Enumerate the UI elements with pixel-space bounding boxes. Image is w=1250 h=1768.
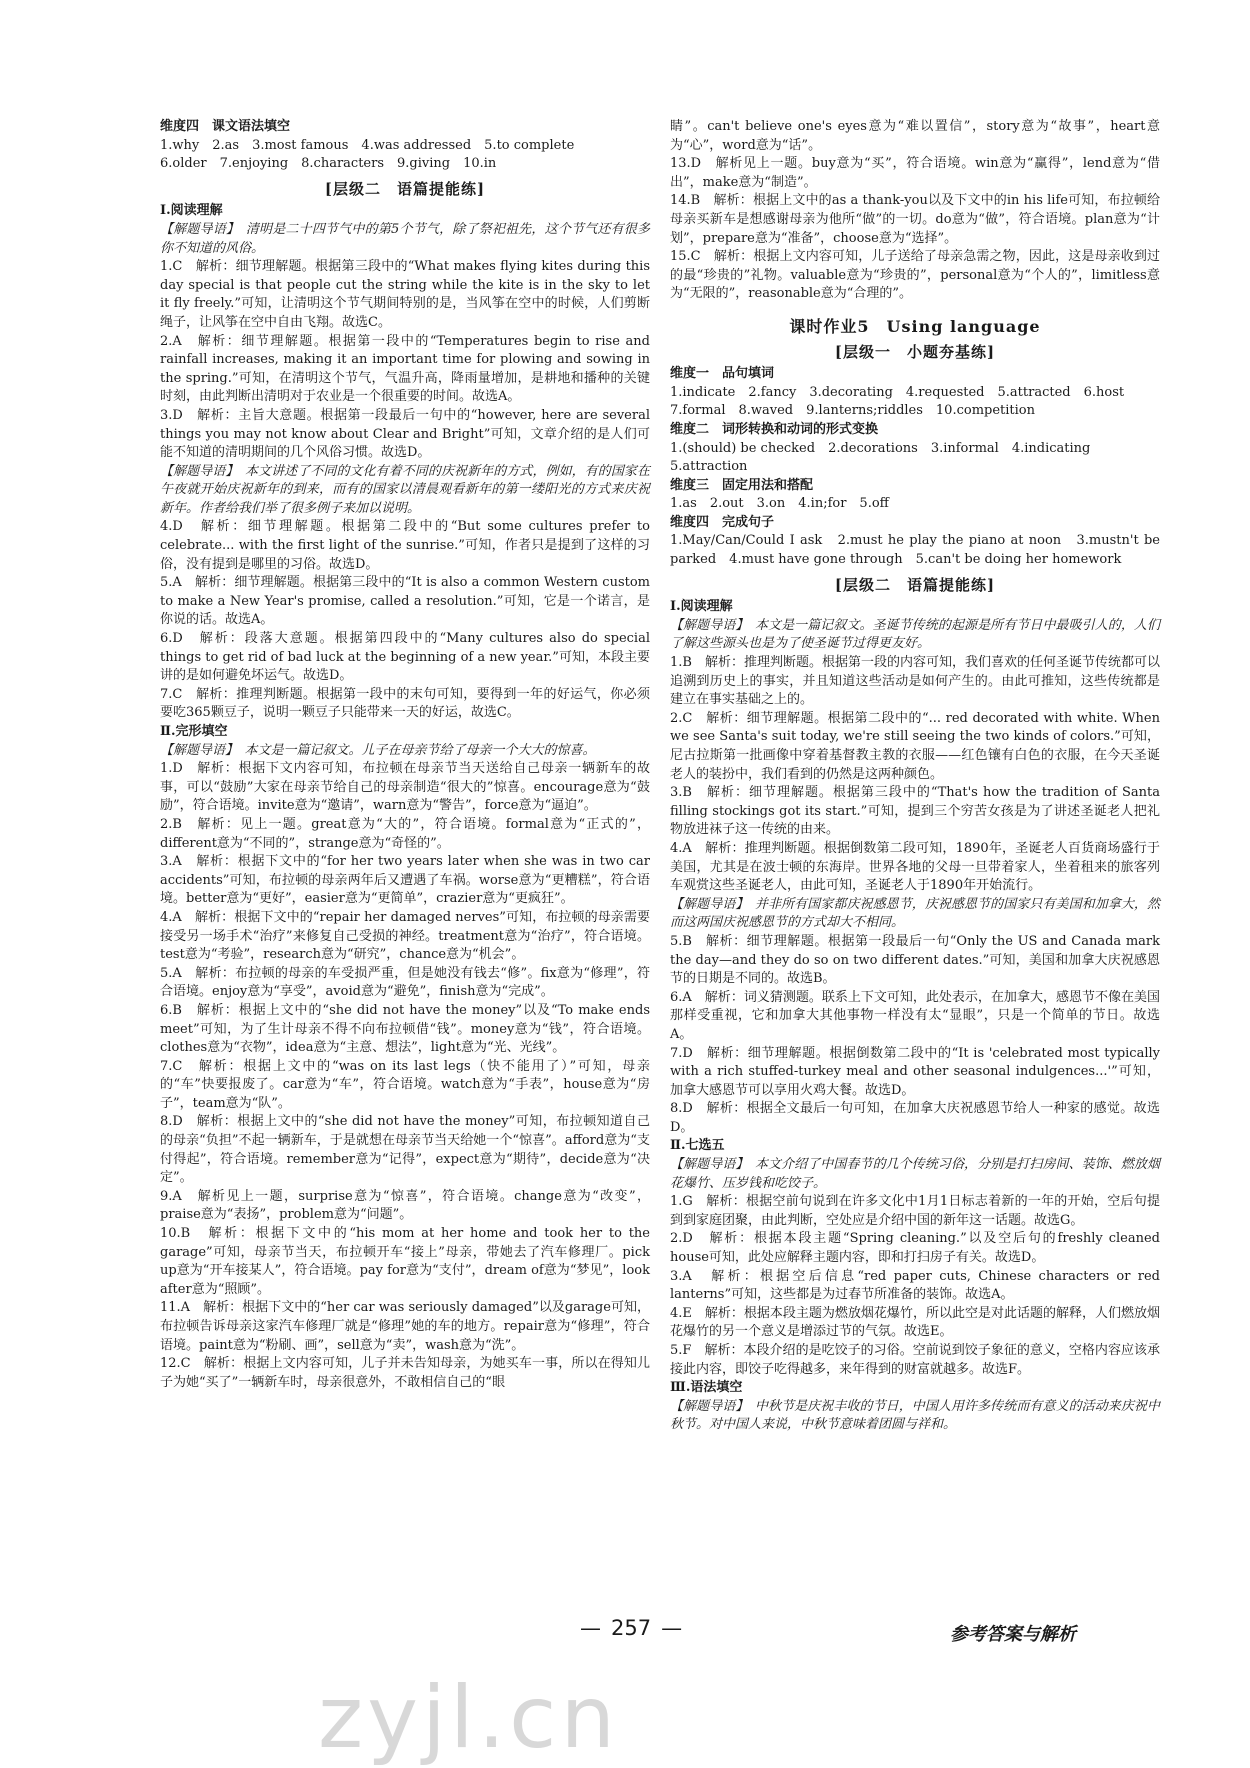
cloze-c3: 3.A 解析：根据下文中的“for her two years later when she was in two car accidents”可知，布拉顿的母亲两年后又遭遇了车祸。worse意为“更糟糕”，符合语境。better意为“更好”，easier意为“更简单”，crazier意为“更疯狂”。: [160, 854, 650, 907]
page-number: — 257 —: [580, 1616, 683, 1640]
page-number-value: 257: [611, 1616, 652, 1640]
cloze-c8: 8.D 解析：根据上文中的“she did not have the money”可知，布拉顿知道自己的母亲“负担”不起一辆新车，于是就想在母亲节当天给她一个“惊喜”。afford意为“支付得起”，符合语境。remember意为“记得”，expect意为“期待”，decide意为“决定”。: [160, 1114, 650, 1186]
r-answer-6: 6.A 解析：词义猜测题。联系上下文可知，此处表示，在加拿大，感恩节不像在美国那样受重视，它和加拿大其他事物一样没有太“显眼”，只是一个简单的节日。故选A。: [670, 989, 1160, 1042]
left-column: [160, 118, 650, 1392]
seven-s4: 4.E 解析：根据本段主题为燃放烟花爆竹，所以此空是对此话题的解释，人们燃放烟花爆竹的另一个意义是增添过节的气氛。故选E。: [670, 1305, 1160, 1340]
seven-guide: 【解题导语】 本文介绍了中国春节的几个传统习俗，分别是打扫房间、装饰、燃放烟花爆竹、压岁钱和吃饺子。: [670, 1157, 1160, 1191]
reading-guide-2: 【解题导语】 本文讲述了不同的文化有着不同的庆祝新年的方式，例如，有的国家在午夜就开始庆祝新年的到来，而有的国家以清晨观看新年的第一缕阳光的方式来庆祝新年。作者给我们举了很多例子来加以说明。: [160, 463, 650, 516]
level1-banner: [层级一 小题夯基练]: [834, 342, 996, 361]
cloze-c11: 11.A 解析：根据下文中的“her car was seriously damaged”以及garage可知，布拉顿告诉母亲这家汽车修理厂就是“修理”她的车的地方。repair意为“修理”，符合语境。paint意为“粉刷、画”，sell意为“卖”，wash意为“洗”。: [160, 1300, 650, 1353]
seven-s5: 5.F 解析：本段介绍的是吃饺子的习俗。空前说到饺子象征的意义，空格内容应该承接此内容，即饺子吃得越多，来年得到的财富就越多。故选F。: [670, 1343, 1160, 1377]
cloze-c12: 12.C 解析：根据上文内容可知，儿子并未告知母亲，为她买车一事，所以在得知儿子为她“买了”一辆新车时，母亲很意外，不敢相信自己的“眼: [160, 1356, 650, 1390]
cloze-c15: 15.C 解析：根据上文内容可知，儿子送给了母亲急需之物，因此，这是母亲收到过的最“珍贵的”礼物。valuable意为“珍贵的”，personal意为“个人的”，limitless意为“无限的”，reasonable意为“合理的”。: [670, 249, 1160, 302]
answer-q2: 2.A 解析：细节理解题。根据第一段中的“Temperatures begin to rise and rainfall increases, making it an important time for plowing and sowing in the spring.”可知，在清明这个节气，气温升高，降雨量增加，是耕地和播种的关键时刻，由此判断出清明对于农业是一个很重要的时间。故选A。: [160, 333, 650, 405]
r-answer-3: 3.B 解析：细节理解题。根据第三段中的“That's how the tradition of Santa filling stockings got its start.”可知，提到三个穷苦女孩是为了讲述圣诞老人把礼物放进袜子这一传统的由来。: [670, 785, 1160, 838]
seven-s2: 2.D 解析：根据本段主题“Spring cleaning.”以及空后句的freshly cleaned house可知，此处应解释主题内容，即和打扫房子有关。故选D。: [670, 1231, 1160, 1266]
r-dim4-title: 维度四 完成句子: [670, 514, 775, 530]
dim4-title: 维度四 课文语法填空: [160, 119, 291, 134]
reading-guide: 【解题导语】 清明是二十四节气中的第5个节气，除了祭祀祖先，这个节气还有很多你不知道的风俗。: [160, 221, 650, 256]
page-footer: [0, 1616, 1250, 1656]
watermark: zyjl.cn: [318, 1668, 619, 1768]
r-dim1-title: 维度一 品句填词: [670, 366, 775, 382]
seven-s1: 1.G 解析：根据空前句说到在许多文化中1月1日标志着新的一年的开始，空后句提到到家庭团聚，由此判断，空处应是介绍中国的新年这一话题。故选G。: [670, 1194, 1160, 1228]
answer-q3: 3.D 解析：主旨大意题。根据第一段最后一句中的“however, here are several things you may not know about Clear and Bright”可知，文章介绍的是人们可能不知道的清明期间的几个风俗习惯。故选D。: [160, 407, 650, 461]
cloze-c12-cont: 睛”。can't believe one's eyes意为“难以置信”，story意为“故事”，heart意为“心”，word意为“话”。: [670, 119, 1160, 153]
footer-label: 参考答案与解析: [950, 1624, 1076, 1645]
level2-banner: [层级二 语篇提能练]: [324, 179, 486, 198]
cloze-title: Ⅱ.完形填空: [160, 724, 228, 739]
r-dim1-answers-1: 1.indicate 2.fancy 3.decorating 4.requested 5.attracted 6.host: [670, 384, 1125, 400]
homework-title: 课时作业5 Using language: [789, 316, 1041, 336]
r-level2-banner: [层级二 语篇提能练]: [834, 575, 996, 594]
cloze-c9: 9.A 解析见上一题，surprise意为“惊喜”，符合语境。change意为“改变”，praise意为“表扬”，problem意为“问题”。: [160, 1188, 650, 1223]
r-answer-4: 4.A 解析：推理判断题。根据倒数第二段可知，1890年，圣诞老人百货商场盛行于美国，尤其是在波士顿的东海岸。世界各地的父母一旦带着家人，坐着租来的旅客列车观赏这些圣诞老人，由此可知，圣诞老人于1890年开始流行。: [670, 840, 1160, 894]
cloze-c7: 7.C 解析：根据上文中的“was on its last legs（快不能用了）”可知，母亲的“车”快要报废了。car意为“车”，符合语境。watch意为“手表”，house意为“房子”，team意为“队”。: [160, 1058, 650, 1111]
r-answer-2: 2.C 解析：细节理解题。根据第二段中的“... red decorated with white. When we see Santa's suit today, we're still seeing the two kinds of colors.”可知，尼古拉斯第一批画像中穿着基督教主教的衣服——红色镶有白色的衣服，在今天圣诞老人的装扮中，我们看到的仍然是这两种颜色。: [670, 710, 1160, 782]
r-answer-5: 5.B 解析：细节理解题。根据第一段最后一句“Only the US and Canada mark the day—and they do so on two different dates.”可知，美国和加拿大庆祝感恩节的日期是不同的。故选B。: [670, 933, 1160, 987]
r-answer-1: 1.B 解析：推理判断题。根据第一段的内容可知，我们喜欢的任何圣诞节传统都可以追溯到历史上的事实，并且知道这些活动是如何产生的。由此可推知，这些传统都是建立在事实基础之上的。: [670, 655, 1160, 708]
cloze-c5: 5.A 解析：布拉顿的母亲的车受损严重，但是她没有钱去“修”。fix意为“修理”，符合语境。enjoy意为“享受”，avoid意为“避免”，finish意为“完成”。: [160, 965, 650, 1000]
dim4-answers-1: 1.why 2.as 3.most famous 4.was addressed 5.to complete: [160, 137, 575, 153]
answer-q7: 7.C 解析：推理判断题。根据第一段中的末句可知，要得到一年的好运气，你必须要吃365颗豆子，说明一颗豆子只能带来一天的好运，故选C。: [160, 686, 650, 721]
cloze-guide: 【解题导语】 本文是一篇记叙文。儿子在母亲节给了母亲一个大大的惊喜。: [160, 742, 596, 758]
right-column: [670, 118, 1160, 1435]
reading-title: Ⅰ.阅读理解: [160, 203, 223, 219]
cloze-c4: 4.A 解析：根据下文中的“repair her damaged nerves”可知，布拉顿的母亲需要接受另一场手术“治疗”来修复自己受损的神经。treatment意为“治疗”，符合语境。test意为“考验”，research意为“研究”，chance意为“机会”。: [160, 909, 650, 963]
r-reading-title: Ⅰ.阅读理解: [670, 599, 733, 615]
seven-title: Ⅱ.七选五: [670, 1138, 725, 1154]
cloze-c10: 10.B 解析：根据下文中的“his mom at her home and took her to the garage”可知，母亲节当天，布拉顿开车“接上”母亲，带她去了汽车修理厂。pick up意为“开车接某人”，符合语境。pay for意为“支付”，dream of意为“梦见”，look after意为“照顾”。: [160, 1226, 650, 1297]
r-dim3-answers: 1.as 2.out 3.on 4.in;for 5.off: [670, 496, 889, 512]
answer-q1: 1.C 解析：细节理解题。根据第三段中的“What makes flying kites during this day special is that people cut the string while the kite is in the sky to let it fly freely.”可知，让清明这个节气期间特别的是，当风筝在空中的时候，人们剪断绳子，让风筝在空中自由飞翔。故选C。: [160, 259, 650, 330]
dim4-answers-2: 6.older 7.enjoying 8.characters 9.giving 10.in: [160, 156, 497, 172]
answer-q6: 6.D 解析：段落大意题。根据第四段中的“Many cultures also do special things to get rid of bad luck at the beginning of a new year.”可知，本段主要讲的是如何避免坏运气。故选D。: [160, 631, 650, 684]
seven-s3: 3.A 解析：根据空后信息“red paper cuts, Chinese characters or red lanterns”可知，这些都是为过春节所准备的装饰。故选A。: [670, 1268, 1160, 1303]
r-reading-guide-2: 【解题导语】 并非所有国家都庆祝感恩节，庆祝感恩节的国家只有美国和加拿大，然而这两国庆祝感恩节的方式却大不相同。: [670, 896, 1160, 931]
r-reading-guide: 【解题导语】 本文是一篇记叙文。圣诞节传统的起源是所有节日中最吸引人的，人们了解这些源头也是为了使圣诞节过得更友好。: [670, 617, 1160, 652]
cloze-c6: 6.B 解析：根据上文中的“she did not have the money”以及“To make ends meet”可知，为了生计母亲不得不向布拉顿借“钱”。money意为“钱”，符合语境。clothes意为“衣物”，idea意为“主意、想法”，light意为“光、光线”。: [160, 1002, 650, 1056]
r-dim2-answers-2: 5.attraction: [670, 459, 748, 475]
answer-q4: 4.D 解析：细节理解题。根据第二段中的“But some cultures prefer to celebrate... with the first light of the sunrise.”可知，作者只是提到了这样的习俗，没有提到是哪里的习俗。故选D。: [160, 519, 650, 572]
r-answer-8: 8.D 解析：根据全文最后一句可知，在加拿大庆祝感恩节给人一种家的感觉。故选D。: [670, 1101, 1160, 1135]
grammar-guide: 【解题导语】 中秋节是庆祝丰收的节日，中国人用许多传统而有意义的活动来庆祝中秋节。对中国人来说，中秋节意味着团圆与祥和。: [670, 1398, 1160, 1433]
r-answer-7: 7.D 解析：细节理解题。根据倒数第二段中的“It is 'celebrated most typically with a rich stuffed-turkey meal and other seasonal indulgences...'”可知，加拿大感恩节可以享用火鸡大餐。故选D。: [670, 1045, 1160, 1098]
cloze-c13: 13.D 解析见上一题。buy意为“买”，符合语境。win意为“赢得”，lend意为“借出”，make意为“制造”。: [670, 156, 1160, 190]
r-dim1-answers-2: 7.formal 8.waved 9.lanterns;riddles 10.competition: [670, 403, 1035, 419]
r-dim2-answers-1: 1.(should) be checked 2.decorations 3.informal 4.indicating: [670, 440, 1091, 456]
cloze-c2: 2.B 解析：见上一题。great意为“大的”，符合语境。formal意为“正式的”，different意为“不同的”，strange意为“奇怪的”。: [160, 816, 650, 851]
cloze-c14: 14.B 解析：根据上文中的as a thank-you以及下文中的in his life可知，布拉顿给母亲买新车是想感谢母亲为他所“做”的一切。do意为“做”，符合语境。plan意为“计划”，prepare意为“准备”，choose意为“选择”。: [670, 193, 1160, 246]
cloze-c1: 1.D 解析：根据下文内容可知，布拉顿在母亲节当天送给自己母亲一辆新车的故事，可以“鼓励”大家在母亲节给自己的母亲制造“很大的”惊喜。encourage意为“鼓励”，符合语境。invite意为“邀请”，warn意为“警告”，force意为“逼迫”。: [160, 761, 650, 814]
r-dim4-answers: 1.May/Can/Could I ask 2.must he play the piano at noon 3.mustn't be parked 4.must have gone through 5.can't be doing her homework: [670, 533, 1160, 568]
r-dim2-title: 维度二 词形转换和动词的形式变换: [670, 421, 879, 437]
grammar-title: Ⅲ.语法填空: [670, 1380, 743, 1396]
answer-q5: 5.A 解析：细节理解题。根据第三段中的“It is also a common Western custom to make a New Year's promise, called a resolution.”可知，它是一个诺言，是你说的话。故选A。: [160, 575, 650, 628]
r-dim3-title: 维度三 固定用法和搭配: [670, 477, 814, 493]
